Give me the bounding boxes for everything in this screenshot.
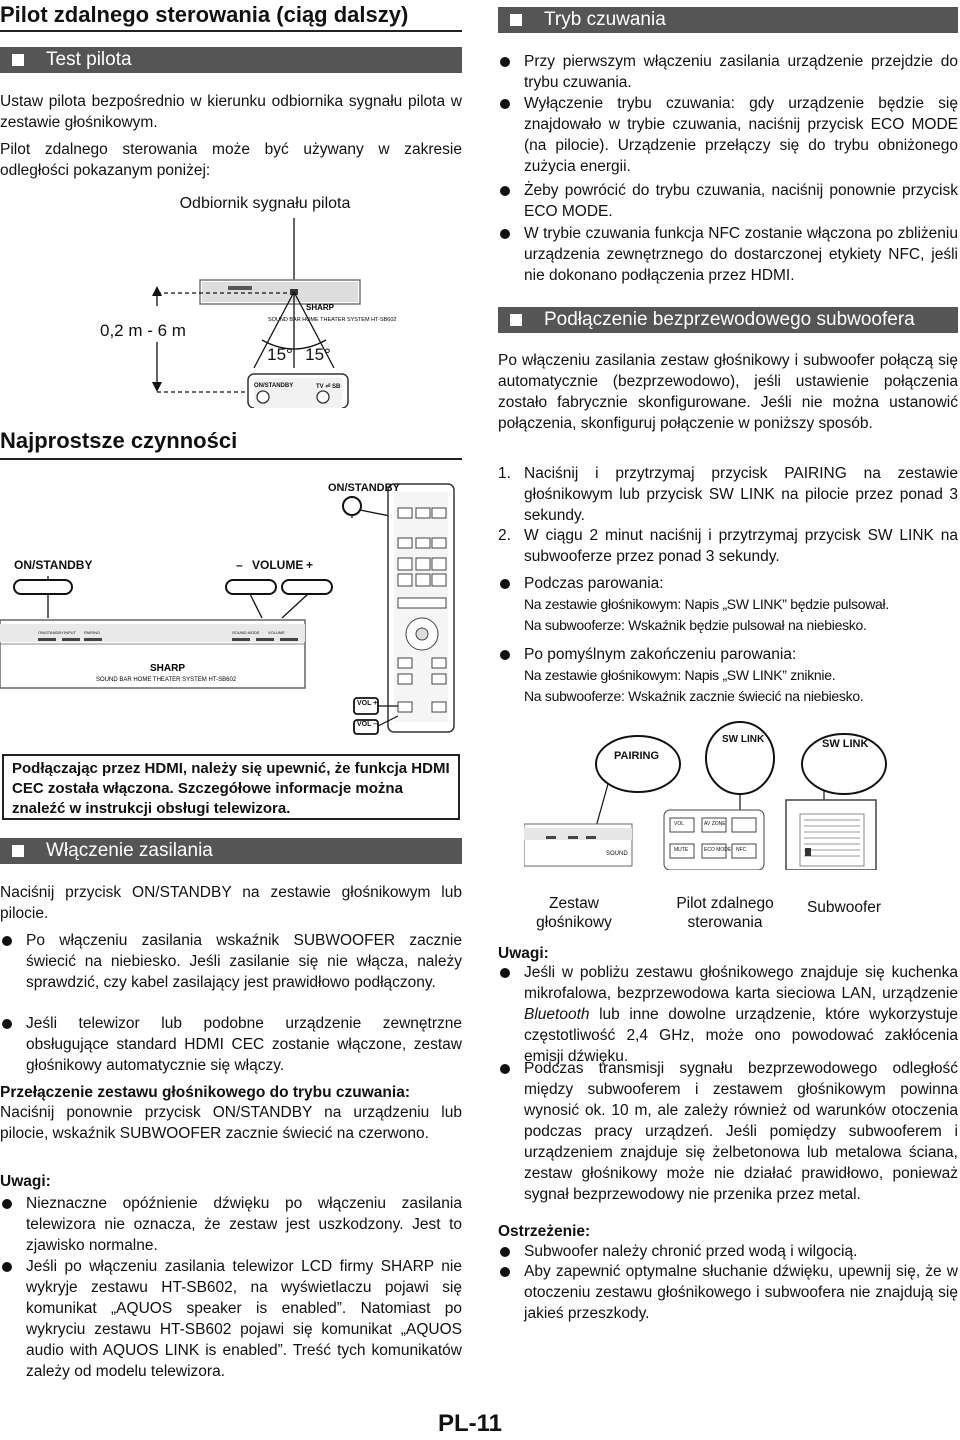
remote-key-right: TV ⏎ SB <box>316 384 341 390</box>
bullet-dot-icon <box>2 1262 12 1272</box>
standby-bullet-4: W trybie czuwania funkcja NFC zostanie włączona po zbliżeniu urządzenia zewnętrznego do dostarczonej etykiety NFC, jeśli nie dokonano podłączenia przez HDMI. <box>498 223 958 286</box>
label-remote: Pilot zdalnego sterowania <box>676 895 774 931</box>
subwoofer-step-1: 1. Naciśnij i przytrzymaj przycisk PAIRING na zestawie głośnikowym lub przycisk SW LINK na pilocie przez ponad 3 sekundy. <box>498 465 958 524</box>
warning-2: Aby zapewnić optymalne słuchanie dźwięku, upewnij się, że w otoczeniu zestawu głośnikowego i subwoofera nie znajdują się jakieś przeszkody. <box>498 1261 958 1324</box>
sw-link-sub-label: SW LINK <box>822 738 869 750</box>
power-on-bullet-1: Po włączeniu zasilania wskaźnik SUBWOOFER zacznie świecić na niebiesko. Jeśli zasilanie się nie włącza, należy sprawdzić, czy kabel zasilający jest prawidłowo podłączony. <box>0 930 462 993</box>
basic-ops-heading: Najprostsze czynności <box>0 428 238 453</box>
bullet-dot-icon <box>2 1019 12 1029</box>
bullet-dot-icon <box>500 1064 510 1074</box>
section-remote-test-heading: Test pilota <box>0 47 462 73</box>
section-subwoofer-heading: Podłączenie bezprzewodowego subwoofera <box>498 307 958 333</box>
range-drawing <box>0 190 462 408</box>
bullet-dot-icon <box>2 936 12 946</box>
power-note-2: Jeśli po włączeniu zasilania telewizor LCD firmy SHARP nie wykryje zestawu HT-SB602, na wyświetlaczu pojawi się komunikat „AQUOS speaker is enabled”. Natomiast po wykryciu zestawu HT-SB602 pojawi się komunikat „AQUOS audio with AQUOS LINK is enabled”. Treść tych komunikatów zależy od modelu telewizora. <box>0 1256 462 1382</box>
section-standby-heading: Tryb czuwania <box>498 7 958 33</box>
bullet-dot-icon <box>500 1247 510 1257</box>
soundbar-remote-drawing <box>0 470 462 735</box>
receiver-label: Odbiornik sygnału pilota <box>179 195 351 212</box>
diagram-brand: SHARP <box>306 303 335 312</box>
power-on-bullet-2: Jeśli telewizor lub podobne urządzenie zewnętrzne obsługujące standard HDMI CEC zostanie włączone, zestaw głośnikowy automatycznie się włączy. <box>0 1013 462 1076</box>
subwoofer-intro: Po włączeniu zasilania zestaw głośnikowy i subwoofer połączą się automatycznie (bezprzewodowo), jeśli ustawienie połączenia zostało fabrycznie skonfigurowane. Jeśli nie można ustanowić połączenia, skonfiguruj połączenie w poniższy sposób. <box>498 352 958 432</box>
section-power-on-heading: Włączenie zasilania <box>0 838 462 864</box>
pairing-button-label: PAIRING <box>614 750 660 762</box>
bullet-dot-icon <box>500 650 510 660</box>
pairing-bullet: Podczas parowania: Na zestawie głośnikowym: Napis „SW LINK” będzie pulsował. Na subwooferze: Wskaźnik będzie pulsował na niebiesko. <box>498 573 958 636</box>
remote-key-eco: ECO MODE <box>704 847 732 853</box>
bullet-dot-icon <box>500 968 510 978</box>
diagram-model: SOUND BAR HOME THEATER SYSTEM HT-SB602 <box>268 317 397 323</box>
remote-key-nfc: NFC <box>736 847 747 853</box>
basic-ops-rule <box>0 458 462 460</box>
subwoofer-step-2: 2. W ciągu 2 minut naciśnij i przytrzymaj przycisk SW LINK na subwooferze przez ponad 3 sekundy. <box>498 527 958 565</box>
sub-note-2: Podczas transmisji sygnału bezprzewodowego odległość między subwooferem i zestawem głośnikowym powinna wynosić ok. 10 m, ale zależy również od warunków otoczenia podczas pracy urządzeń. Jeśli pomiędzy subwooferem i urządzeniem znajduje się żelbetonowa lub metalowa ściana, zestaw głośnikowy może nie działać prawidłowo, ponieważ sygnał bezprzewodowy nie przenika przez metal. <box>498 1058 958 1205</box>
panel-label-volume: VOLUME <box>268 630 285 635</box>
standby-switch-text: Naciśnij ponownie przycisk ON/STANDBY na urządzeniu lub pilocie, wskaźnik SUBWOOFER zacznie świecić na czerwono. <box>0 1104 462 1142</box>
label-subwoofer: Subwoofer <box>806 899 882 916</box>
remote-key-avzone: AV ZONE <box>704 821 726 827</box>
square-bullet-icon <box>12 54 24 66</box>
sub-note-1: Jeśli w pobliżu zestawu głośnikowego znajduje się kuchenka mikrofalowa, bezprzewodowa karta sieciowa LAN, urządzenie Bluetooth lub inne dowolne urządzenie, które wykorzystuje częstotliwość 2,4 GHz, może ono powodować zakłócenia emisji dźwięku. <box>498 962 958 1067</box>
power-on-intro: Naciśnij przycisk ON/STANDBY na zestawie głośnikowym lub pilocie. <box>0 884 462 922</box>
bullet-dot-icon <box>500 1267 510 1277</box>
label-speaker: Zestaw głośnikowy <box>536 895 612 931</box>
remote-on-standby-label: ON/STANDBY <box>328 482 400 494</box>
standby-bullet-3: Żeby powrócić do trybu czuwania, naciśnij ponownie przycisk ECO MODE. <box>498 180 958 222</box>
volume-plus-label: + <box>306 558 314 572</box>
bullet-dot-icon <box>500 229 510 239</box>
hdmi-note-box: Podłączając przez HDMI, należy się upewnić, że funkcja HDMI CEC została włączona. Szczegółowe informacje można znaleźć w instrukcji obsługi telewizora. <box>2 754 460 820</box>
bullet-dot-icon <box>500 99 510 109</box>
sub-notes-heading: Uwagi: <box>498 945 549 962</box>
panel-label-input: INPUT <box>64 630 76 635</box>
on-standby-label: ON/STANDBY <box>14 558 93 572</box>
distance-label: 0,2 m - 6 m <box>100 321 186 340</box>
square-bullet-icon <box>510 314 522 326</box>
remote-key-mute: MUTE <box>674 847 689 853</box>
square-bullet-icon <box>510 14 522 26</box>
page-number: PL-11 <box>438 1410 503 1437</box>
done-bullet: Po pomyślnym zakończeniu parowania: Na zestawie głośnikowym: Napis „SW LINK” zniknie. Na subwooferze: Wskaźnik zacznie świecić na niebiesko. <box>498 644 958 707</box>
panel-label-soundmode: SOUND MODE <box>232 630 260 635</box>
square-bullet-icon <box>12 845 24 857</box>
bullet-dot-icon <box>500 57 510 67</box>
panel-label-pairing: PAIRING <box>84 630 101 635</box>
standby-switch-heading: Przełączenie zestawu głośnikowego do trybu czuwania: <box>0 1084 410 1101</box>
angle-right-label: 15° <box>305 345 331 364</box>
volume-label: VOLUME <box>252 558 304 572</box>
page-title: Pilot zdalnego sterowania (ciąg dalszy) <box>0 2 409 27</box>
bullet-dot-icon <box>2 1199 12 1209</box>
soundbar-model: SOUND BAR HOME THEATER SYSTEM HT-SB602 <box>96 677 237 683</box>
standby-bullet-1: Przy pierwszym włączeniu zasilania urządzenie przejdzie do trybu czuwania. <box>498 51 958 93</box>
volume-minus-label: – <box>236 558 243 572</box>
vol-plus-label: VOL + <box>357 700 378 707</box>
remote-test-p1: Ustaw pilota bezpośrednio w kierunku odbiornika sygnału pilota w zestawie głośnikowym. <box>0 93 462 131</box>
power-note-1: Nieznaczne opóźnienie dźwięku po włączeniu zasilania telewizora nie oznacza, że zestaw jest uszkodzony. Jest to zjawisko normalne. <box>0 1193 462 1256</box>
panel-sound-label: SOUND <box>606 851 628 857</box>
power-notes-heading: Uwagi: <box>0 1173 51 1190</box>
pairing-diagram <box>524 720 958 940</box>
warning-heading: Ostrzeżenie: <box>498 1223 591 1240</box>
angle-left-label: 15° <box>267 345 293 364</box>
standby-bullet-2: Wyłączenie trybu czuwania: gdy urządzenie będzie się znajdowało w trybie czuwania, naciśnij przycisk ECO MODE (na pilocie). Urządzenie przełączy się do trybu obniżonego zużycia energii. <box>498 93 958 177</box>
vol-minus-label: VOL – <box>357 721 378 728</box>
remote-range-diagram <box>0 190 462 408</box>
bullet-dot-icon <box>500 186 510 196</box>
panel-label-onstandby: ON/STANDBY <box>38 630 64 635</box>
sw-link-remote-label: SW LINK <box>722 734 765 745</box>
basic-ops-diagram <box>0 470 462 735</box>
soundbar-brand: SHARP <box>150 663 186 674</box>
warning-1: Subwoofer należy chronić przed wodą i wilgocią. <box>498 1241 958 1262</box>
remote-key-left: ON/STANDBY <box>254 383 294 389</box>
bullet-dot-icon <box>500 579 510 589</box>
remote-test-p2: Pilot zdalnego sterowania może być używany w zakresie odległości pokazanym poniżej: <box>0 141 462 179</box>
remote-key-vol: VOL <box>674 821 685 827</box>
title-rule <box>0 30 462 32</box>
